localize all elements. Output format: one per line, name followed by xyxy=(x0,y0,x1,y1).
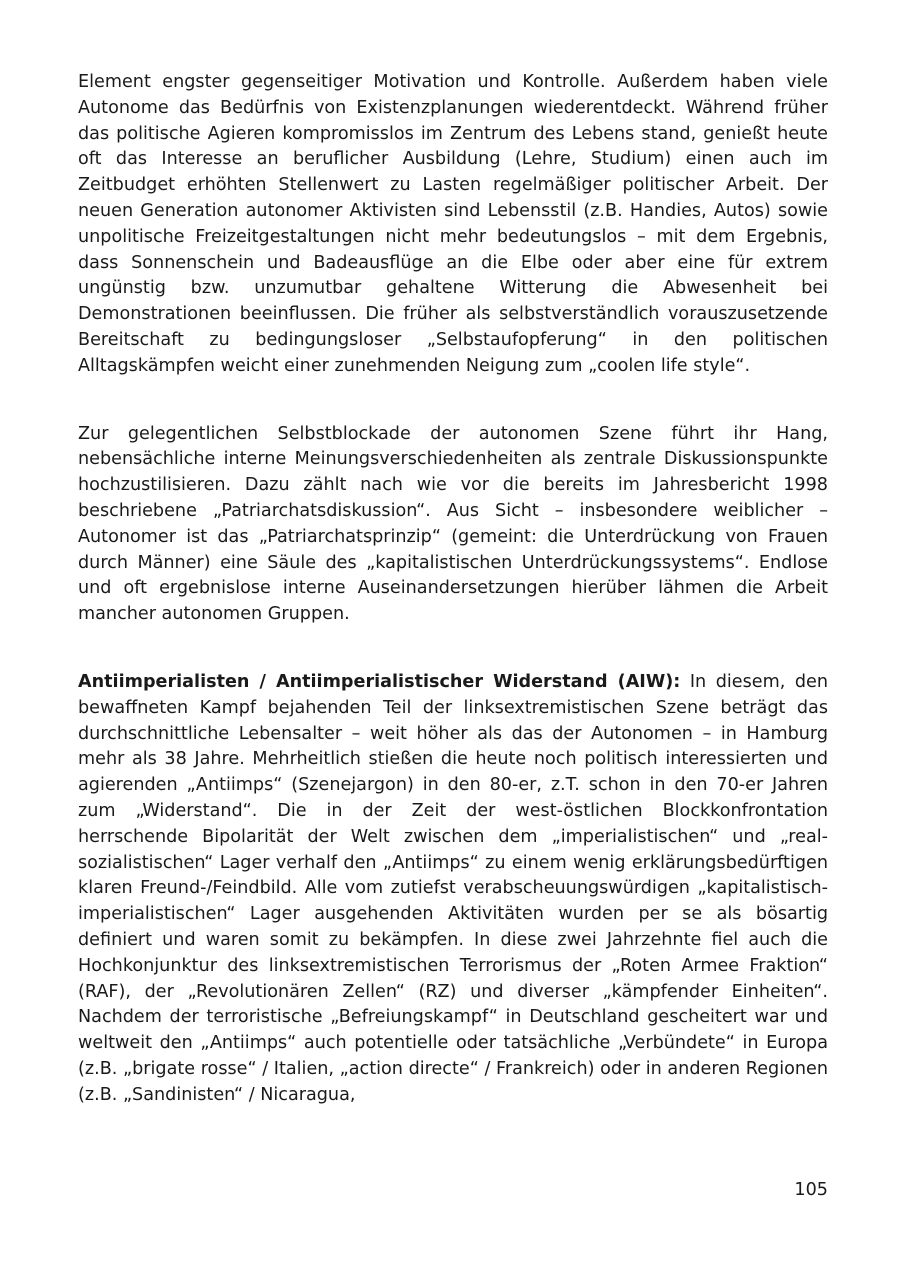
paragraph-autonome-lifestyle: Element engster gegenseitiger Motivation und Kontrolle. Außerdem haben viele Autonome das Bedürfnis von Existenzplanungen wiederentdeckt. Während früher das politische Agieren kompromisslos im Zentrum des Lebens stand, genießt heute oft das Interesse an beruflicher Ausbildung (Lehre, Studium) einen auch im Zeitbudget erhöhten Stellenwert zu Lasten regelmäßiger politischer Arbeit. Der neuen Generation autonomer Aktivisten sind Lebensstil (z.B. Handies, Autos) sowie unpolitische Freizeitgestaltungen nicht mehr bedeutungslos – mit dem Ergebnis, dass Sonnenschein und Badeausflüge an die Elbe oder aber eine für extrem ungünstig bzw. unzumutbar gehaltene Witterung die Abwesenheit bei Demonstrationen beeinflussen. Die früher als selbstverständlich vorauszusetzende Bereitschaft zu bedingungsloser „Selbstaufopferung“ in den politischen Alltagskämpfen weicht einer zunehmenden Neigung zum „coolen life style“. xyxy=(78,72,828,376)
paragraph-antiimperialisten xyxy=(78,670,828,1109)
paragraph-patriarchatsdiskussion: Zur gelegentlichen Selbstblockade der autonomen Szene führt ihr Hang, nebensächliche interne Meinungsverschiedenheiten als zentrale Diskussionspunkte hochzustilisieren. Dazu zählt nach wie vor die bereits im Jahresbericht 1998 beschriebene „Patriarchatsdiskussion“. Aus Sicht – insbesondere weiblicher – Autonomer ist das „Patriarchatsprinzip“ (gemeint: die Unterdrückung von Frauen durch Männer) eine Säule des „kapitalistischen Unterdrückungssystems“. Endlose und oft ergebnislose interne Auseinandersetzungen hierüber lähmen die Arbeit mancher autonomen Gruppen. xyxy=(78,423,828,625)
document-page xyxy=(78,70,828,1108)
page-number: 105 xyxy=(794,1180,828,1200)
section-heading-antiimperialisten: Antiimperialisten / Antiimperialistischer Widerstand (AIW): xyxy=(78,671,681,692)
paragraph-antiimperialisten-body: In diesem, den bewaffneten Kampf bejahenden Teil der linksextremistischen Szene beträgt das durchschnittliche Lebensalter – weit höher als das der Autonomen – in Hamburg mehr als 38 Jahre. Mehrheitlich stießen die heute noch politisch interessierten und agierenden „Antiimps“ (Szenejargon) in den 80-er, z.T. schon in den 70-er Jahren zum „Widerstand“. Die in der Zeit der west-östlichen Blockkonfrontation herrschende Bipolarität der Welt zwischen dem „imperialistischen“ und „real-sozialistischen“ Lager verhalf den „Antiimps“ zu einem wenig erklärungsbedürftigen klaren Freund-/Feindbild. Alle vom zutiefst verabscheuungswürdigen „kapitalistisch-imperialistischen“ Lager ausgehenden Aktivitäten wurden per se als bösartig definiert und waren somit zu bekämpfen. In diese zwei Jahrzehnte fiel auch die Hochkonjunktur des linksextremistischen Terrorismus der „Roten Armee Fraktion“ (RAF), der „Revolutionären Zellen“ (RZ) und diverser „kämpfender Einheiten“. Nachdem der terroristische „Befreiungskampf“ in Deutschland gescheitert war und weltweit den „Antiimps“ auch potentielle oder tatsächliche „Verbündete“ in Europa (z.B. „brigate rosse“ / Italien, „action directe“ / Frankreich) oder in anderen Regionen (z.B. „Sandinisten“ / Nicaragua, xyxy=(78,671,828,1105)
